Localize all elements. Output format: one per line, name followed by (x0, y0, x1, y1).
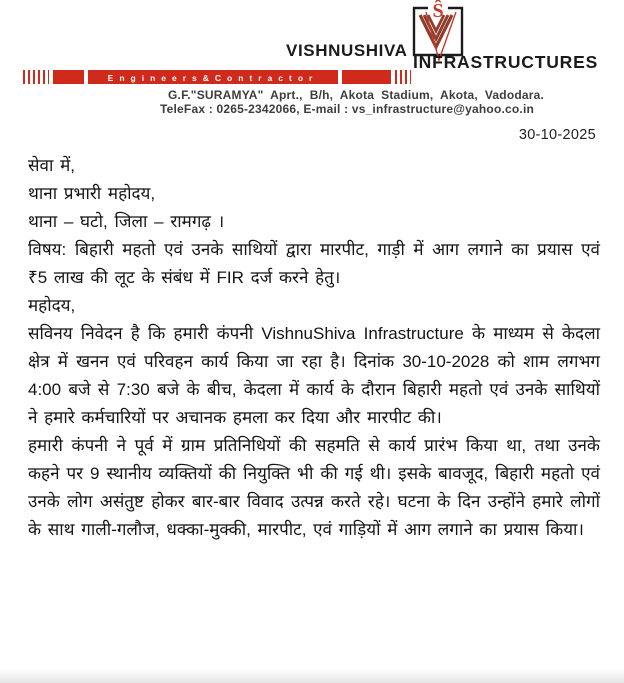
recipient-line2: थाना – घटो, जिला – रामगढ़ । (28, 212, 225, 231)
letter-body (28, 152, 600, 544)
banner-block-right (342, 70, 391, 84)
greeting: महोदय, (28, 296, 76, 315)
salutation-to: सेवा में, (28, 156, 75, 175)
subject-line: विषय: बिहारी महतो एवं उनके साथियों द्वारा मारपीट, गाड़ी में आग लगाने का प्रयास एवं ₹5 लाख की लूट के संबंध में FIR दर्ज करने हेतु। (28, 240, 600, 287)
body-paragraph-2: हमारी कंपनी ने पूर्व में ग्राम प्रतिनिधियों की सहमति से कार्य प्रारंभ किया था, तथा उनके कहने पर 9 स्थानीय व्यक्तियों की नियुक्ति भी की गई थी। इसके बावजूद, बिहारी महतो एवं उनके लोग असंतुष्ट होकर बार-बार विवाद उत्पन्न करते रहे। घटना के दिन उन्होंने हमारे लोगों के साथ गाली-गलौज, धक्का-मुक्की, मारपीट, एवं गाड़ियों में आग लगाने का प्रयास किया। (28, 436, 600, 539)
banner-block-left (53, 70, 84, 84)
banner-title: Engineers&Contractor (88, 70, 338, 84)
letter-date: 30-10-2025 (518, 127, 596, 143)
company-name-line1: VISHNUSHIVA (286, 41, 408, 60)
engineers-contractor-banner (23, 70, 415, 84)
banner-hatch-left (23, 70, 49, 84)
company-contact: TeleFax : 0265-2342066, E-mail : vs_infrastructure@yahoo.co.in (160, 102, 535, 116)
banner-hatch-right (395, 70, 411, 84)
company-address: G.F."SURAMYA" Aprt., B/h, Akota Stadium, Akota, Vadodara. (168, 88, 545, 102)
logo-monogram-letter: Ŝ (432, 0, 444, 22)
company-name-line2: INFRASTRUCTURES (413, 52, 599, 72)
recipient-line1: थाना प्रभारी महोदय, (28, 184, 156, 203)
body-paragraph-1: सविनय निवेदन है कि हमारी कंपनी VishnuShiva Infrastructure के माध्यम से केदला क्षेत्र में खनन एवं परिवहन कार्य किया जा रहा है। दिनांक 30-10-2028 को शाम लगभग 4:00 बजे से 7:30 बजे के बीच, केदला में कार्य के दौरान बिहारी महतो एवं उनके साथियों ने हमारे कर्मचारियों पर अचानक हमला कर दिया और मारपीट की। (28, 324, 600, 427)
scan-shadow (0, 669, 624, 683)
